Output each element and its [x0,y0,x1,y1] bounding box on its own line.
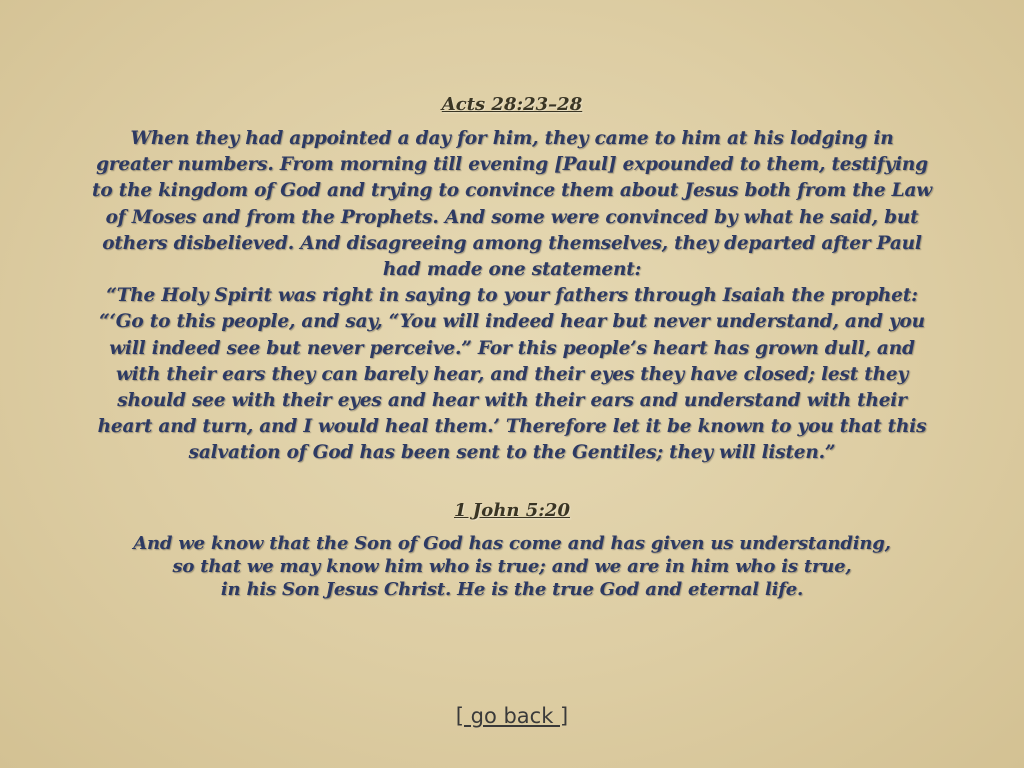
passage-line: had made one statement: [382,259,642,281]
passage-line: with their ears they can barely hear, and their eyes they have closed; lest they [115,363,908,385]
passage-line: so that we may know him who is true; and we are in him who is true, [172,556,852,577]
passage-line: greater numbers. From morning till evening [Paul] expounded to them, testifying [96,154,928,176]
passage-line: in his Son Jesus Christ. He is the true God and eternal life. [220,579,804,600]
passage-line: salvation of God has been sent to the Gentiles; they will listen.” [188,442,836,464]
passage-line: should see with their eyes and hear with their ears and understand with their [117,390,907,412]
go-back-link[interactable]: [ go back ] [455,704,569,728]
passage-line: And we know that the Son of God has come and has given us understanding, [133,533,891,554]
passage-reference-1john: 1 John 5:20 [454,500,570,521]
passage-text-1john [14,532,1010,601]
passage-line: of Moses and from the Prophets. And some were convinced by what he said, but [105,206,919,228]
passage-line: When they had appointed a day for him, they came to him at his lodging in [130,128,894,149]
passage-line: heart and turn, and I would heal them.’ Therefore let it be known to you that this [97,416,927,438]
passage-line: “‘Go to this people, and say, “You will indeed hear but never understand, and you [99,311,925,333]
passage-line: “The Holy Spirit was right in saying to your fathers through Isaiah the prophet: [106,285,918,307]
passage-line: others disbelieved. And disagreeing among themselves, they departed after Paul [102,232,922,254]
passage-reference-acts: Acts 28:23–28 [441,94,583,115]
passage-line: will indeed see but never perceive.” For this people’s heart has grown dull, and [109,337,915,359]
passage-text-acts [14,126,1010,467]
passage-line: to the kingdom of God and trying to convince them about Jesus both from the Law [92,180,932,202]
